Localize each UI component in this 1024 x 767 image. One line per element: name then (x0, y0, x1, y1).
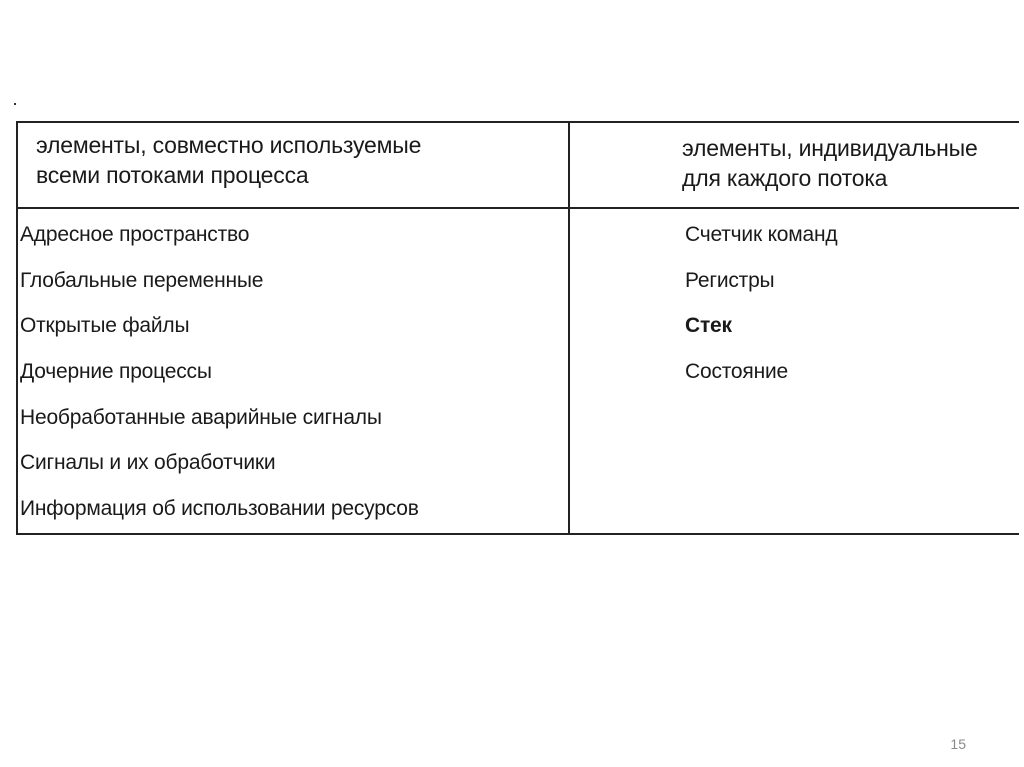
individual-item: Состояние (685, 360, 788, 384)
header-shared (36, 130, 556, 190)
comparison-table (16, 121, 1019, 535)
stray-dot (14, 103, 16, 105)
individual-item: Регистры (685, 268, 775, 292)
shared-items-list (20, 220, 419, 540)
header-shared-line-1: элементы, совместно используемые (36, 132, 422, 158)
header-individual (682, 133, 1022, 193)
individual-item: Стек (685, 314, 732, 338)
individual-item: Счетчик команд (685, 223, 838, 246)
shared-item: Глобальные переменные (20, 268, 264, 292)
header-divider (18, 207, 1019, 209)
shared-item: Необработанные аварийные сигналы (20, 405, 382, 429)
column-divider (568, 123, 570, 533)
shared-item: Адресное пространство (20, 223, 250, 246)
header-individual-line-1: элементы, индивидуальные (682, 135, 978, 161)
shared-item: Информация об использовании ресурсов (20, 497, 419, 521)
shared-item: Сигналы и их обработчики (20, 451, 276, 475)
shared-item: Открытые файлы (20, 314, 190, 338)
page-number: 15 (950, 736, 966, 752)
shared-item: Дочерние процессы (20, 360, 212, 384)
header-shared-line-2: всеми потоками процесса (36, 162, 309, 188)
individual-items-list (685, 220, 837, 403)
header-individual-line-2: для каждого потока (682, 165, 888, 191)
